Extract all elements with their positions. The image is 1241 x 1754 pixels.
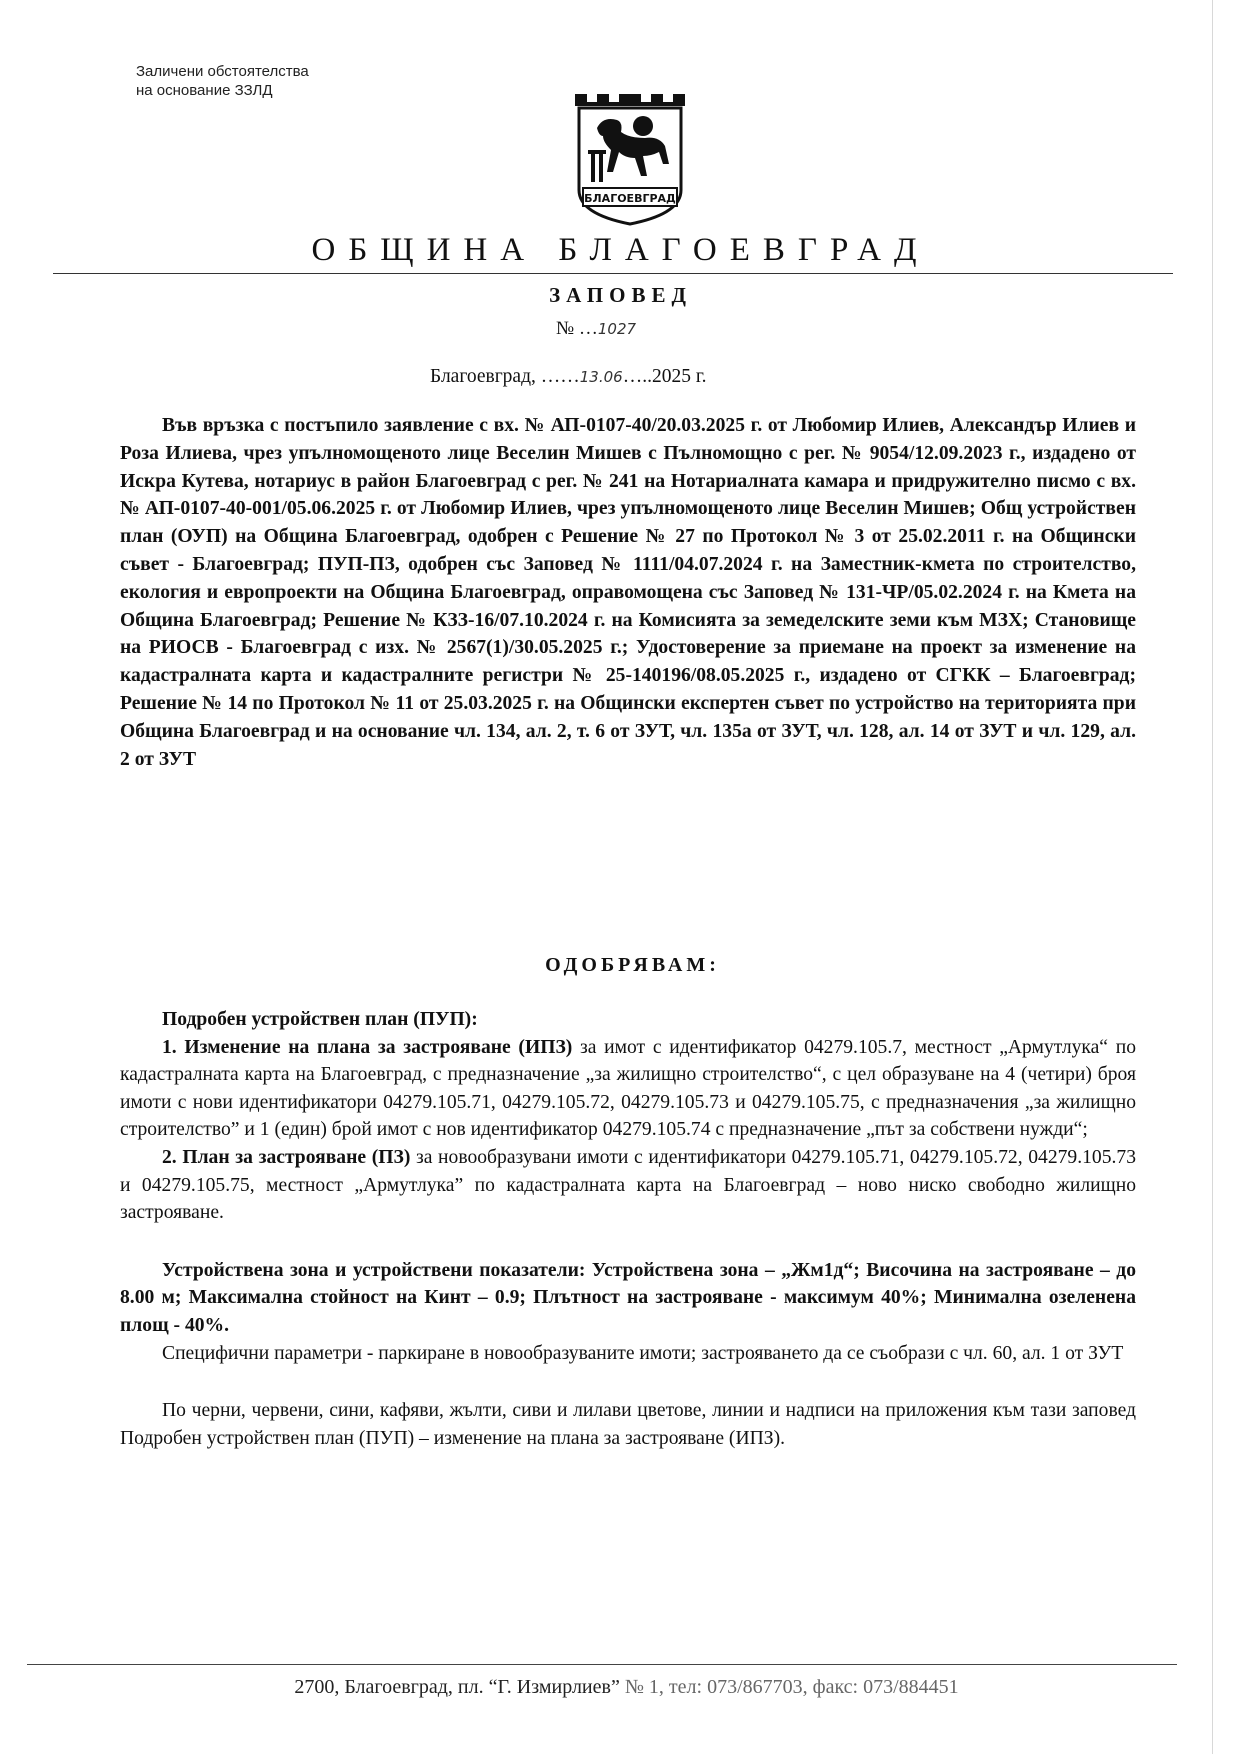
- order-place-suffix: …..2025 г.: [622, 366, 707, 387]
- footer-contacts: [0, 1676, 1241, 1699]
- plan-heading: Подробен устройствен план (ПУП):: [162, 1009, 478, 1030]
- approve-heading: ОДОБРЯВАМ:: [545, 954, 720, 976]
- preamble-text: Във връзка с постъпило заявление с вх. № АП-0107-40/20.03.2025 г. от Любомир Илиев, Александър Илиев и Роза Илиева, чрез упълномощеното лице Веселин Мишев с Пълномощно с рег. № 9054/12.09.2023 г., издадено от Искра Кутева, нотариус в район Благоевград с рег. № 241 на Нотариалната камара и придружително писмо с вх. № АП-0107-40-001/05.06.2025 г. от Любомир Илиев, чрез упълномощеното лице Веселин Мишев; Общ устройствен план (ОУП) на Община Благоевград, одобрен с Решение № 27 по Протокол № 3 от 25.02.2011 г. на Общински съвет - Благоевград; ПУП-ПЗ, одобрен със Заповед № 1111/04.07.2024 г. на Заместник-кмета по строителство, екология и европроекти на Община Благоевград, оправомощена със Заповед № 131-ЧР/05.02.2024 г. на Кмета на Община Благоевград; Решение № КЗЗ-16/07.10.2024 г. на Комисията за земеделските земи към МЗХ; Становище на РИОСВ - Благоевград с изх. № 2567(1)/30.05.2025 г.; Удостоверение за приемане на проект за изменение на кадастралната карта и кадастралните регистри № 25-140196/08.05.2025 г., издадено от СГКК – Благоевград; Решение № 14 по Протокол № 11 от 25.03.2025 г. на Общински експертен съвет по устройство на територията при Община Благоевград и на основание чл. 134, ал. 2, т. 6 от ЗУТ, чл. 135а от ЗУТ, чл. 128, ал. 14 от ЗУТ и чл. 129, ал. 2 от ЗУТ: [120, 415, 1136, 770]
- plan-item-2: [120, 1144, 1136, 1227]
- municipal-crest-icon: [573, 92, 687, 226]
- plan-item-2-label: 2. План за застрояване (ПЗ): [162, 1146, 411, 1168]
- footer-divider: [27, 1664, 1177, 1665]
- closing-paragraph: По черни, червени, сини, кафяви, жълти, сиви и лилави цветове, линии и надписи на приложения към тази заповед Подробен устройствен план (ПУП) – изменение на плана за застрояване (ИПЗ).: [120, 1400, 1136, 1449]
- plan-item-1-label: 1. Изменение на плана за застрояване (ИПЗ): [162, 1036, 573, 1058]
- order-number-value: 1027: [597, 320, 637, 338]
- plan-item-1-text: за имот с идентификатор 04279.105.7, местност „Армутлука“ по кадастралната карта на Благоевград, с предназначение „за жилищно строителство“, с цел образуване на 4 (четири) броя имоти с нови идентификатори 04279.105.71, 04279.105.72, 04279.105.73 и 04279.105.75, с предназначения „за жилищно строителство” и 1 (един) брой имот с нов идентификатор 04279.105.74 с предназначение „път за собствени нужди“;: [120, 1036, 1136, 1141]
- preamble: [120, 412, 1136, 773]
- order-body: [120, 1006, 1136, 1452]
- plan-item-2-text: за новообразувани имоти с идентификатори 04279.105.71, 04279.105.72, 04279.105.73 и 04279.105.75, местност „Армутлука” по кадастралната карта на Благоевград – ново ниско свободно жилищно застрояване.: [120, 1146, 1136, 1224]
- municipality-name: ОБЩИНА БЛАГОЕВГРАД: [311, 232, 930, 268]
- order-place-date: [430, 366, 707, 388]
- zone-parameters: Устройствена зона и устройствени показатели: Устройствена зона – „Жм1д“; Височина на застрояване – до 8.00 м; Максимална стойност на Кинт – 0.9; Плътност на застрояване - максимум 40%; Минимална озеленена площ - 40%.: [120, 1259, 1136, 1336]
- order-number: [556, 318, 636, 340]
- specific-parameters: Специфични параметри - паркиране в новообразуваните имоти; застрояването да се съобрази с чл. 60, ал. 1 от ЗУТ: [162, 1342, 1124, 1364]
- redaction-note-line2: на основание ЗЗЛД: [136, 82, 273, 99]
- order-place-prefix: Благоевград, ……: [430, 366, 580, 387]
- order-title: ЗАПОВЕД: [549, 283, 692, 307]
- plan-item-1: [120, 1034, 1136, 1144]
- crest-label: БЛАГОЕВГРАД: [584, 192, 676, 205]
- redaction-note-line1: Заличени обстоятелства: [136, 63, 309, 80]
- redaction-note: [136, 62, 309, 100]
- footer-address: 2700, Благоевград, пл. “Г. Измирлиев”: [294, 1676, 620, 1698]
- scan-edge: [1212, 0, 1213, 1754]
- header-divider: [53, 273, 1173, 274]
- order-date-value: 13.06: [579, 368, 623, 386]
- footer-phone-fax: № 1, тел: 073/867703, факс: 073/884451: [619, 1676, 959, 1698]
- order-number-prefix: № …: [556, 318, 598, 339]
